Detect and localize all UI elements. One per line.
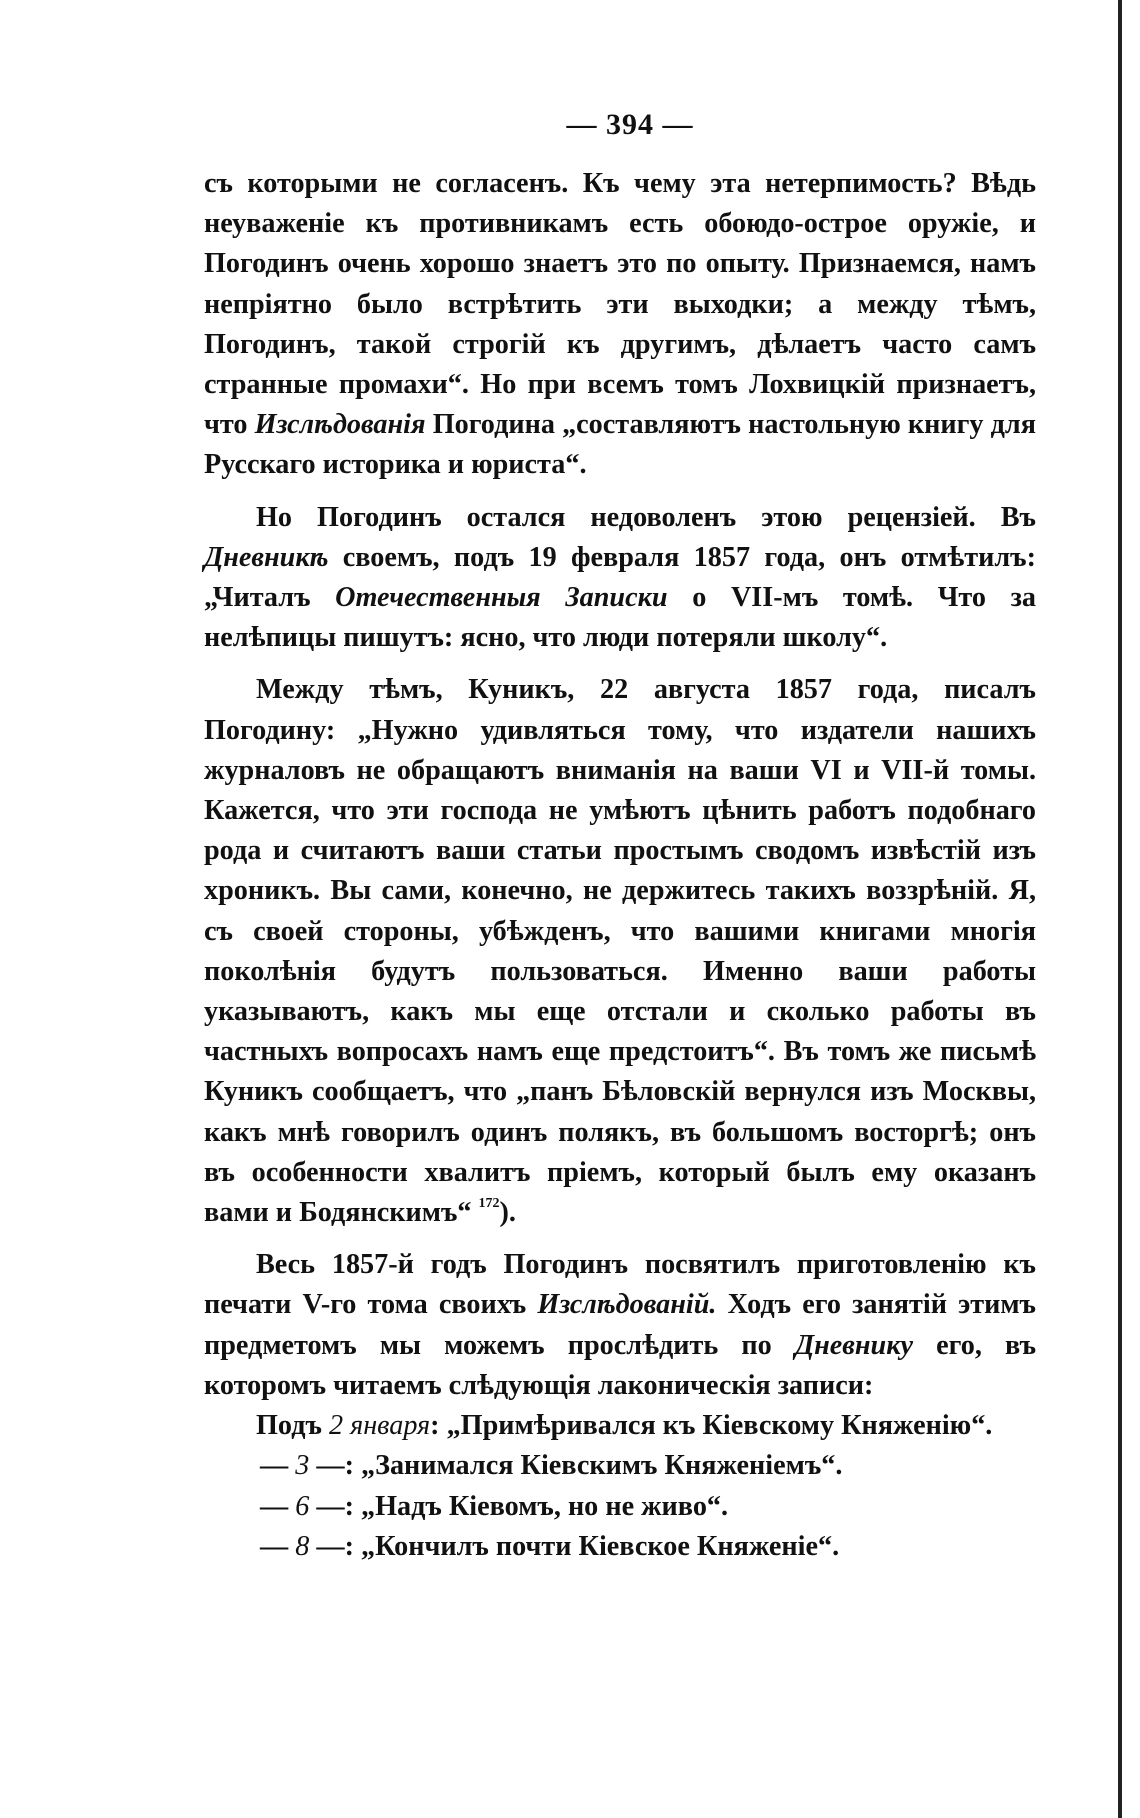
paragraph-2-text-1: Но Погодинъ остался недоволенъ этою рецензіей. Въ [256,501,1036,533]
diary-entry-text: —: „Кончилъ почти Кіевское Княженіе“. [309,1530,840,1562]
diary-entry [204,1527,1036,1567]
diary-entry-text: —: „Надъ Кіевомъ, но не живо“. [309,1490,729,1522]
paragraph-4-italic-2: Дневнику [794,1329,914,1361]
diary-entry-dash: — [260,1490,296,1522]
paragraph-1-text-2: Погодина „составляютъ настольную книгу для Русскаго историка и юриста“. [204,409,1036,481]
paragraph-1-text-1: съ которыми не согласенъ. Къ чему эта нетерпимость? Вѣдь неуваженіе къ противникамъ есть обоюдо-острое оружіе, и Погодинъ очень хорошо знаетъ это по опыту. Признаемся, намъ непріятно было встрѣтить эти выходки; а между тѣмъ, Погодинъ, такой строгій къ другимъ, дѣлаетъ часто самъ странные промахи“. Но при всемъ томъ Лохвицкій признаетъ, что [204,168,1036,441]
diary-entry-day: 3 [295,1450,310,1482]
paragraph-4 [204,1245,1036,1406]
paragraph-4-text-2: Ходъ его занятій этимъ предметомъ мы можемъ прослѣдить по [204,1289,1036,1361]
diary-entry-dash: — [260,1450,296,1482]
paragraph-3-text-2: ). [499,1197,516,1229]
paragraph-4-italic-1: Изслѣдованій. [537,1289,717,1321]
diary-entry-text: —: „Занимался Кіевскимъ Княженіемъ“. [309,1450,843,1482]
diary-entry-day: 6 [295,1490,310,1522]
diary-entry [204,1446,1036,1486]
diary-entry [204,1406,1036,1446]
paragraph-3 [204,670,1036,1233]
diary-entry [204,1487,1036,1527]
paragraph-2 [204,498,1036,659]
diary-entries [204,1406,1036,1567]
paragraph-3-text-1: Между тѣмъ, Куникъ, 22 августа 1857 года, писалъ Погодину: „Нужно удивляться тому, что издатели нашихъ журналовъ не обращаютъ вниманія на ваши VI и VII-й томы. Кажется, что эти господа не умѣютъ цѣнить работъ подобнаго рода и считаютъ ваши статьи простымъ сводомъ извѣстій изъ хроникъ. Вы сами, конечно, не держитесь такихъ воззрѣній. Я, съ своей стороны, убѣжденъ, что вашими книгами многія поколѣнія будутъ пользоваться. Именно ваши работы указываютъ, какъ мы еще отстали и сколько работы въ частныхъ вопросахъ намъ еще предстоитъ“. Въ томъ же письмѣ Куникъ сообщаетъ, что „панъ Бѣловскій вернулся изъ Москвы, какъ мнѣ говорилъ одинъ полякъ, въ большомъ восторгѣ; онъ въ особенности хвалитъ пріемъ, который былъ ему оказанъ вами и Бодянскимъ“ [204,674,1036,1229]
paragraph-4-text-1: Весь 1857-й годъ Погодинъ посвятилъ приготовленію къ печати V-го тома своихъ [204,1249,1036,1321]
paragraph-4-text-3: его, въ которомъ читаемъ слѣдующія лаконическія записи: [204,1329,1036,1401]
paragraph-1-italic-1: Изслѣдованія [254,409,426,441]
diary-entry-day: 8 [295,1530,310,1562]
page-number: — 394 — [566,108,694,141]
diary-entry-text: : „Примѣривался къ Кіевскому Княженію“. [430,1410,993,1442]
page-edge-line [1118,0,1122,1818]
paragraph-1 [204,164,1036,486]
footnote-ref-172: 172 [478,1196,500,1212]
paragraph-2-italic-1: Дневникѣ [204,541,329,573]
book-page [204,108,1036,1567]
diary-entry-dash: — [260,1530,296,1562]
paragraph-2-italic-2: Отечественныя Записки [335,582,668,614]
diary-entry-prefix: Подъ [256,1410,329,1442]
paragraph-2-text-3: о VII-мъ томѣ. Что за нелѣпицы пишутъ: ясно, что люди потеряли школу“. [204,582,1037,654]
paragraph-2-text-2: своемъ, подъ 19 февраля 1857 года, онъ отмѣтилъ: „Читалъ [204,541,1036,614]
diary-entry-date: 2 января [328,1410,431,1442]
